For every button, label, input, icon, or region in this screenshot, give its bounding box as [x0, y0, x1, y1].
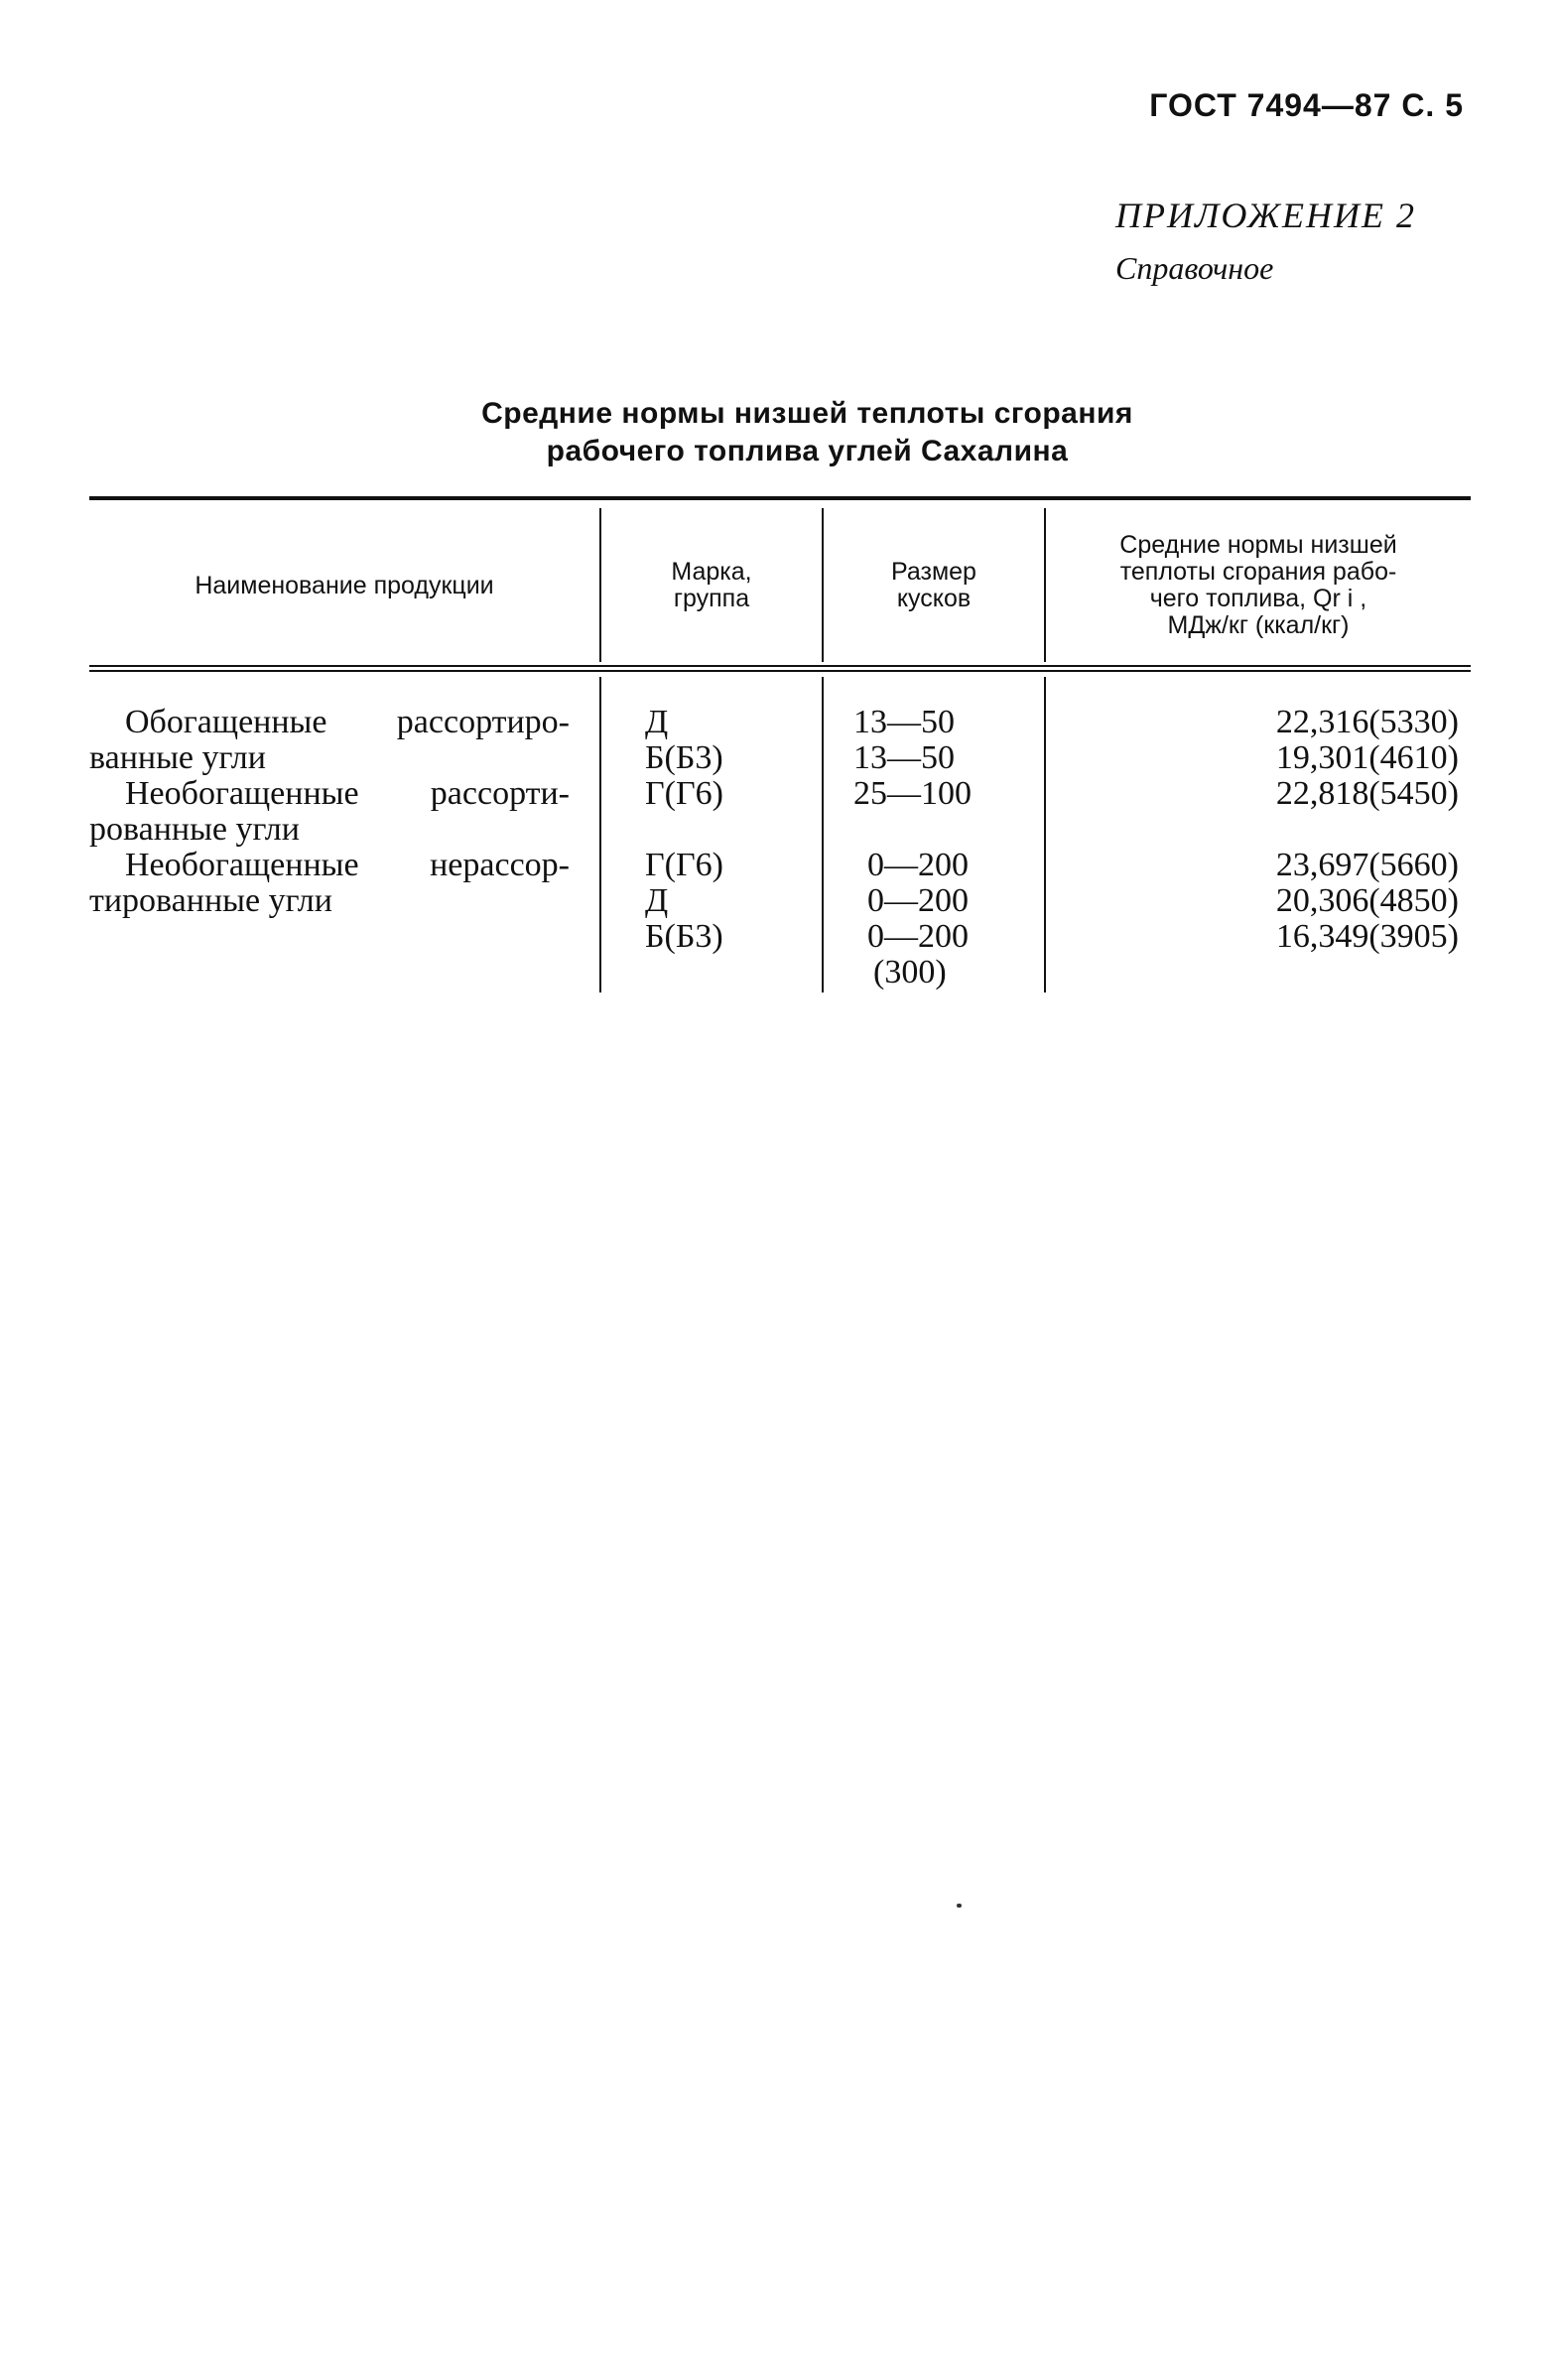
product-name-line1: Необогащенные рассорти-: [125, 775, 570, 812]
heat-value-cell: 19,301(4610): [1275, 739, 1459, 776]
column-divider: [1044, 677, 1046, 992]
grade-cell: Д: [645, 882, 669, 919]
size-cell: 13—50: [853, 704, 955, 740]
heat-value-cell: 23,697(5660): [1275, 847, 1459, 883]
scan-speck: [957, 1904, 962, 1908]
appendix-subtitle: Справочное: [1115, 250, 1274, 286]
size-cell: (300): [873, 954, 947, 991]
table-title-line1: Средние нормы низшей теплоты сгорания: [481, 397, 1133, 430]
column-divider: [599, 677, 601, 992]
grade-cell: Б(Б3): [645, 739, 723, 776]
header-product-label: Наименование продукции: [195, 571, 494, 599]
heat-value-cell: 22,818(5450): [1275, 775, 1459, 812]
grade-cell: Б(Б3): [645, 918, 723, 955]
size-cell: 0—200: [867, 882, 969, 919]
heat-value-cell: 20,306(4850): [1275, 882, 1459, 919]
product-cell: [89, 848, 570, 919]
header-size-line1: Размер: [891, 558, 976, 586]
size-cell: 0—200: [867, 847, 969, 883]
data-table: [89, 496, 1471, 992]
header-size-line2: кусков: [896, 585, 972, 612]
table-title: [0, 395, 1559, 470]
product-name-line2: ванные угли: [89, 739, 266, 776]
header-size: [824, 506, 1044, 665]
header-heat-line2: теплоты сгорания рабо-: [1119, 558, 1397, 586]
header-heat-line1: Средние нормы низшей: [1119, 531, 1397, 559]
header-product: [89, 506, 599, 665]
size-cell: 13—50: [853, 739, 955, 776]
header-grade-line1: Марка,: [671, 558, 752, 586]
page-header: ГОСТ 7494—87 С. 5: [1149, 87, 1464, 123]
product-name-line1: Необогащенные нерассор-: [125, 847, 570, 883]
header-heat-line3: чего топлива, Qr i ,: [1149, 585, 1367, 612]
header-grade: [601, 506, 822, 665]
header-heat-value: [1046, 506, 1471, 665]
header-grade-line2: группа: [673, 585, 750, 612]
heat-value-cell: 22,316(5330): [1275, 704, 1459, 740]
header-heat-line4: МДж/кг (ккал/кг): [1167, 611, 1350, 639]
header-rule-upper: [89, 665, 1471, 667]
size-cell: 0—200: [867, 918, 969, 955]
column-divider: [822, 677, 824, 992]
grade-cell: Г(Г6): [645, 775, 723, 812]
product-name-line2: рованные угли: [89, 811, 300, 848]
size-cell: 25—100: [853, 775, 972, 812]
heat-value-cell: 16,349(3905): [1275, 918, 1459, 955]
product-name-line1: Обогащенные рассортиро-: [125, 704, 570, 740]
grade-cell: Д: [645, 704, 669, 740]
table-title-line2: рабочего топлива углей Сахалина: [546, 435, 1069, 467]
product-cell: [89, 705, 570, 776]
table-top-rule: [89, 496, 1471, 500]
appendix-title: ПРИЛОЖЕНИЕ 2: [1115, 196, 1416, 235]
grade-cell: Г(Г6): [645, 847, 723, 883]
product-name-line2: тированные угли: [89, 882, 332, 919]
product-cell: [89, 776, 570, 848]
header-rule-lower: [89, 670, 1471, 672]
